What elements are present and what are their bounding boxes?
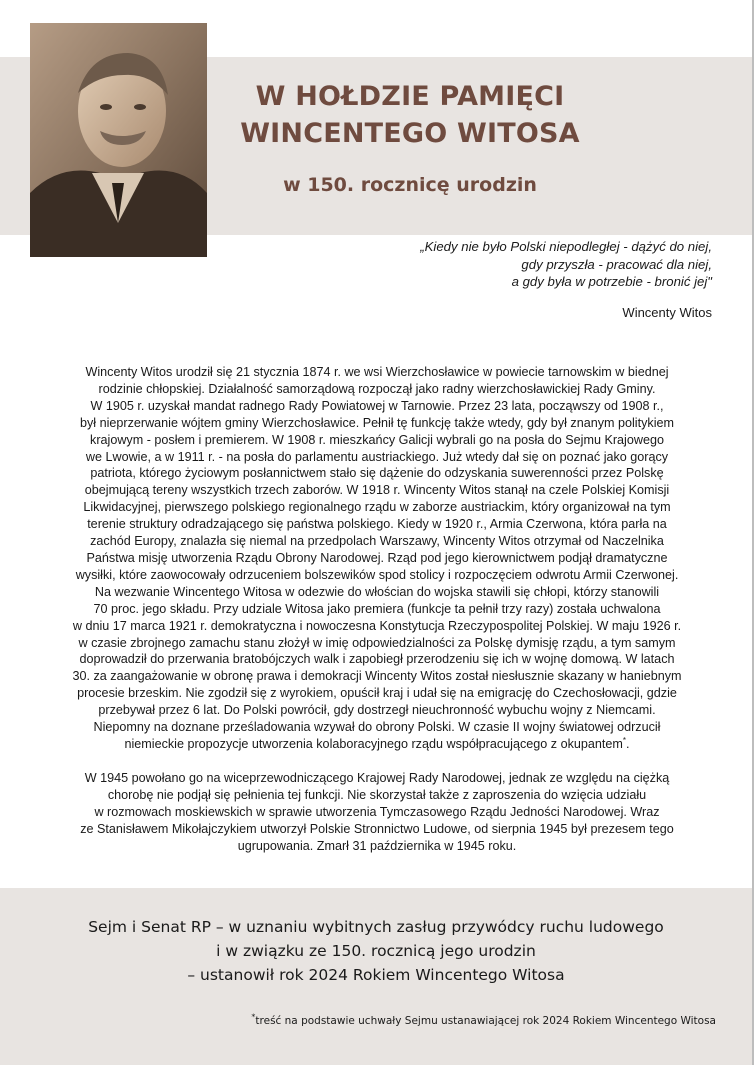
- text-line: W 1905 r. uzyskał mandat radnego Rady Powiatowej w Tarnowie. Przez 23 lata, począwszy od 1908 r.,: [90, 398, 664, 413]
- text-line: doprowadził do przerwania bratobójczych walk i zapobiegł przerodzeniu się ich w wojnę domową. W latach: [79, 652, 675, 667]
- text-line: wysiłki, które zaowocowały odrzuceniem bolszewików spod stolicy i rozpoczęciem odwrotu Armii Czerwonej.: [75, 567, 679, 582]
- footnote: [251, 1012, 716, 1027]
- text-line: był nieprzerwanie wójtem gminy Wierzchosławice. Pełnił tę funkcję także wtedy, gdy był znanym politykiem: [79, 415, 674, 430]
- page-subtitle: w 150. rocznicę urodzin: [283, 174, 537, 196]
- quote-author: Wincenty Witos: [622, 305, 712, 320]
- text-line: krajowym - posłem i premierem. W 1908 r. mieszkańcy Galicji wybrali go na posła do Sejmu Krajowego: [90, 432, 664, 447]
- text-line: rodzinie chłopskiej. Działalność samorządową rozpoczął jako radny wierzchosławickiej Rady Gminy.: [98, 381, 656, 396]
- text-line: 30. za zaangażowanie w obronę prawa i demokracji Wincenty Witos został niesłusznie skazany w haniebnym: [72, 669, 682, 684]
- text-line: Państwa misję utworzenia Rządu Obrony Narodowej. Rząd pod jego kierownictwem podjął dramatyczne: [86, 550, 668, 565]
- text-line-last: niemieckie propozycje utworzenia kolaboracyjnego rządu współpracującego z okupantem*.: [124, 735, 630, 751]
- text-line: w rozmowach moskiewskich w sprawie utworzenia Tymczasowego Rządu Jedności Narodowej. Wraz: [94, 804, 660, 819]
- text-line-content: niemieckie propozycje utworzenia kolaboracyjnego rządu współpracującego z okupantem: [124, 736, 623, 751]
- page-title-line-2: WINCENTEGO WITOSA: [240, 118, 580, 149]
- quote-line: a gdy była w potrzebie - bronić jej": [511, 274, 712, 289]
- quote: [292, 238, 712, 291]
- text-line: obejmującą tereny wszystkich trzech zaborów. W 1918 r. Wincenty Witos stanął na czele Polskiej Komisji: [84, 483, 670, 498]
- footer-line: i w związku ze 150. rocznicą jego urodzin: [216, 942, 536, 960]
- text-line: we Lwowie, a w 1911 r. - na posła do parlamentu austriackiego. Już wtedy dał się on poznać jako gorący: [85, 449, 669, 464]
- text-line: w dniu 17 marca 1921 r. demokratyczna i nowoczesna Konstytucja Rzeczypospolitej Polskiej. W maju 1926 r.: [72, 618, 682, 633]
- text-line: w czasie zbrojnego zamachu stanu złożył w imię odpowiedzialności za Polskę dymisję rządu, a tym samym: [78, 635, 676, 650]
- biography-paragraph-1: [30, 364, 724, 753]
- page-title-line-1: W HOŁDZIE PAMIĘCI: [255, 81, 565, 112]
- text-line: zachód Europy, znalazła się niemal na przedpolach Warszawy, Wincenty Witos otrzymał od Naczelnika: [90, 534, 664, 549]
- text-line: ugrupowania. Zmarł 31 października w 1945 roku.: [237, 838, 517, 853]
- quote-line: gdy przyszła - pracować dla niej,: [521, 256, 712, 272]
- portrait-image: [30, 23, 207, 257]
- quote-line: „Kiedy nie było Polski niepodległej - dążyć do niej,: [420, 239, 712, 254]
- footnote-marker: *: [622, 735, 627, 745]
- text-line: procesie brzeskim. Nie zgodził się z wyrokiem, opuścił kraj i udał się na emigrację do Czechosłowacji, gdzie: [77, 686, 677, 701]
- text-line: przebywał przez 6 lat. Do Polski powrócił, gdy dostrzegł nieuchronność wybuchu wojny z Niemcami.: [98, 703, 656, 718]
- footnote-text: treść na podstawie uchwały Sejmu ustanawiającej rok 2024 Rokiem Wincentego Witosa: [255, 1015, 716, 1027]
- footer-statement: [20, 915, 732, 987]
- footer-line: – ustanowił rok 2024 Rokiem Wincentego Witosa: [187, 966, 565, 984]
- text-line: Wincenty Witos urodził się 21 stycznia 1874 r. we wsi Wierzchosławice w powiecie tarnowskim w biednej: [85, 365, 669, 379]
- portrait-photo: [30, 23, 207, 257]
- text-line: Niepomny na doznane prześladowania wzywał do obrony Polski. W czasie II wojny światowej odrzucił: [93, 720, 661, 735]
- text-line: 70 proc. jego składu. Przy udziale Witosa jako premiera (funkcje ta pełnił trzy razy) została uchwalona: [93, 601, 661, 616]
- text-line: ze Stanisławem Mikołajczykiem utworzył Polskie Stronnictwo Ludowe, od sierpnia 1945 był prezesem tego: [80, 821, 674, 836]
- footer-line: Sejm i Senat RP – w uznaniu wybitnych zasług przywódcy ruchu ludowego: [88, 918, 664, 936]
- text-line: chorobę nie podjął się pełnienia tej funkcji. Nie skorzystał także z zaproszenia do wzięcia udziału: [107, 787, 647, 802]
- text-line: patriota, którego życiowym posłannictwem stało się dążenie do odzyskania suwerenności przez Polskę: [90, 466, 664, 481]
- biography-paragraph-2: [30, 770, 724, 855]
- text-line: terenie struktury odradzającego się państwa polskiego. Kiedy w 1920 r., Armia Czerwona, która parła na: [87, 517, 667, 532]
- text-line: W 1945 powołano go na wiceprzewodniczącego Krajowej Rady Narodowej, jednak ze względu na ciężką: [84, 771, 670, 785]
- text-line: Na wezwanie Wincentego Witosa w odezwie do włościan do wojska stawili się chłopi, którzy stanowili: [94, 584, 660, 599]
- text-line: Likwidacyjnej, pierwszego polskiego regionalnego rządu w zaborze austriackim, który organizował na tym: [83, 500, 671, 515]
- footnote-marker: *: [251, 1012, 256, 1022]
